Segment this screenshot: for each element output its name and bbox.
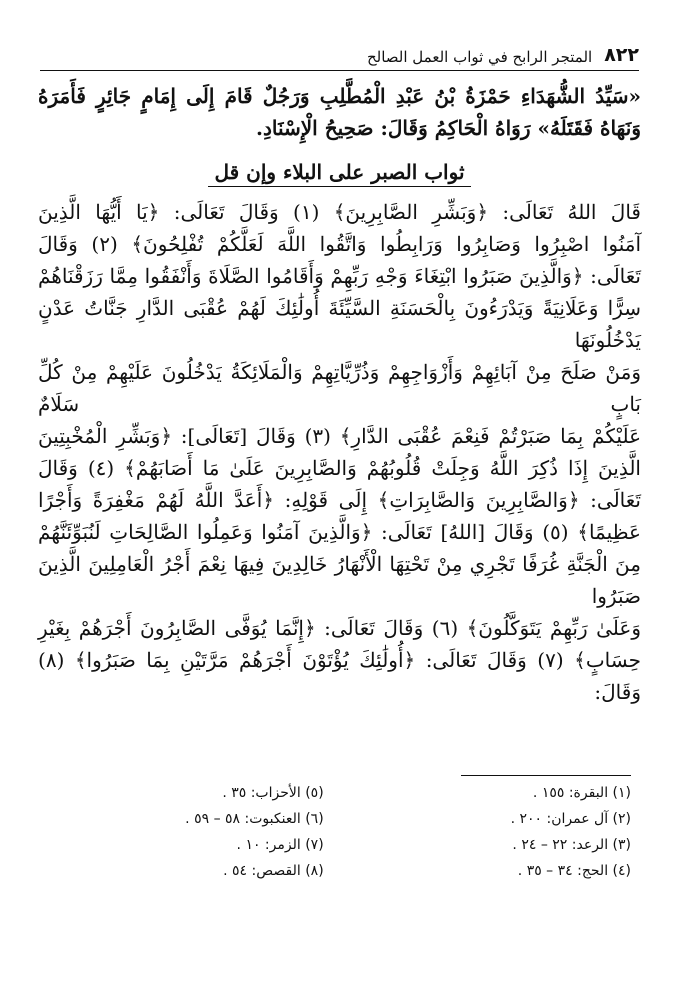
footnote: (٤) الحج: ٣٤ – ٣٥ . (517, 863, 631, 879)
section-title-text: ثواب الصبر على البلاء وإن قل (208, 160, 470, 187)
text-line: حِسَابٍ﴾ (٧) وَقَالَ تَعَالَى: ﴿أُولَٰئِكَ يُؤْتَوْنَ أَجْرَهُمْ مَرَّتَيْنِ بِمَا صَبَرُوا﴾ (٨) وَقَالَ: (38, 648, 641, 704)
section-title (38, 156, 641, 188)
footnote: (٢) آل عمران: ٢٠٠ . (510, 811, 631, 827)
footnote: (٦) العنكبوت: ٥٨ – ٥٩ . (185, 811, 324, 827)
text-line: تَعَالَى: ﴿وَالَّذِينَ صَبَرُوا ابْتِغَاءَ وَجْهِ رَبِّهِمْ وَأَقَامُوا الصَّلَاةَ وَأَنْفَقُوا مِمَّا رَزَقْنَاهُمْ (38, 264, 641, 288)
text-line: «سَيِّدُ الشُّهَدَاءِ حَمْزَةُ بْنُ عَبْدِ الْمُطَّلِبِ وَرَجُلٌ قَامَ إِلَى إِمَامٍ جَائِرٍ فَأَمَرَهُ (38, 84, 641, 108)
text-line: الَّذِينَ إِذَا ذُكِرَ اللَّهُ وَجِلَتْ قُلُوبُهُمْ وَالصَّابِرِينَ عَلَىٰ مَا أَصَابَهُمْ﴾ (٤) وَقَالَ (38, 456, 641, 480)
footnotes (40, 780, 631, 884)
running-title: المتجر الرابح في ثواب العمل الصالح (366, 48, 593, 66)
footnote: (٣) الرعد: ٢٢ – ٢٤ . (512, 837, 631, 853)
text-line: تَعَالَى: ﴿وَالصَّابِرِينَ وَالصَّابِرَاتِ﴾ إِلَى قَوْلِهِ: ﴿أَعَدَّ اللَّهُ لَهُمْ مَغْفِرَةً وَأَجْرًا (38, 488, 641, 512)
footnote: (١) البقرة: ١٥٥ . (532, 785, 631, 801)
page-body (38, 80, 641, 708)
footnotes-right-column (347, 780, 631, 884)
page-number: ٨٢٢ (604, 44, 639, 66)
text-line: عَظِيمًا﴾ (٥) وَقَالَ [اللهُ] تَعَالَى: ﴿وَالَّذِينَ آمَنُوا وَعَمِلُوا الصَّالِحَاتِ لَنُبَوِّئَنَّهُمْ (38, 520, 641, 544)
page-header (40, 36, 639, 71)
footnote-separator (461, 775, 631, 776)
text-line: آمَنُوا اصْبِرُوا وَصَابِرُوا وَرَابِطُوا وَاتَّقُوا اللَّهَ لَعَلَّكُمْ تُفْلِحُونَ﴾ (٢) وَقَالَ (38, 232, 641, 256)
text-line: مِنَ الْجَنَّةِ غُرَفًا تَجْرِي مِنْ تَحْتِهَا الْأَنْهَارُ خَالِدِينَ فِيهَا نِعْمَ أَجْرُ الْعَامِلِينَ الَّذِينَ صَبَرُوا (38, 552, 641, 608)
text-line: عَلَيْكُمْ بِمَا صَبَرْتُمْ فَنِعْمَ عُقْبَى الدَّارِ﴾ (٣) وَقَالَ [تَعَالَى]: ﴿وَبَشِّرِ الْمُخْبِتِينَ (38, 424, 642, 448)
text-line: وَمَنْ صَلَحَ مِنْ آبَائِهِمْ وَأَزْوَاجِهِمْ وَذُرِّيَّاتِهِمْ وَالْمَلَائِكَةُ يَدْخُلُونَ عَلَيْهِمْ مِنْ كُلِّ بَابٍ سَلَامٌ (38, 360, 641, 416)
footnotes-left-column (40, 780, 324, 884)
text-line: وَنَهَاهُ فَقَتَلَهُ» رَوَاهُ الْحَاكِمُ وَقَالَ: صَحِيحُ الْإِسْنَادِ. (256, 116, 641, 140)
text-line: قَالَ اللهُ تَعَالَى: ﴿وَبَشِّرِ الصَّابِرِينَ﴾ (١) وَقَالَ تَعَالَى: ﴿يَا أَيُّهَا الَّذِينَ (38, 200, 641, 224)
footnote: (٧) الزمر: ١٠ . (236, 837, 324, 853)
text-line: وَعَلَىٰ رَبِّهِمْ يَتَوَكَّلُونَ﴾ (٦) وَقَالَ تَعَالَى: ﴿إِنَّمَا يُوَفَّى الصَّابِرُونَ أَجْرَهُمْ بِغَيْرِ (38, 616, 641, 640)
footnote: (٨) القصص: ٥٤ . (223, 863, 324, 879)
footnote: (٥) الأحزاب: ٣٥ . (222, 785, 324, 801)
text-line: سِرًّا وَعَلَانِيَةً وَيَدْرَءُونَ بِالْحَسَنَةِ السَّيِّئَةَ أُولَٰئِكَ لَهُمْ عُقْبَى الدَّارِ جَنَّاتُ عَدْنٍ يَدْخُلُونَهَا (38, 296, 641, 352)
